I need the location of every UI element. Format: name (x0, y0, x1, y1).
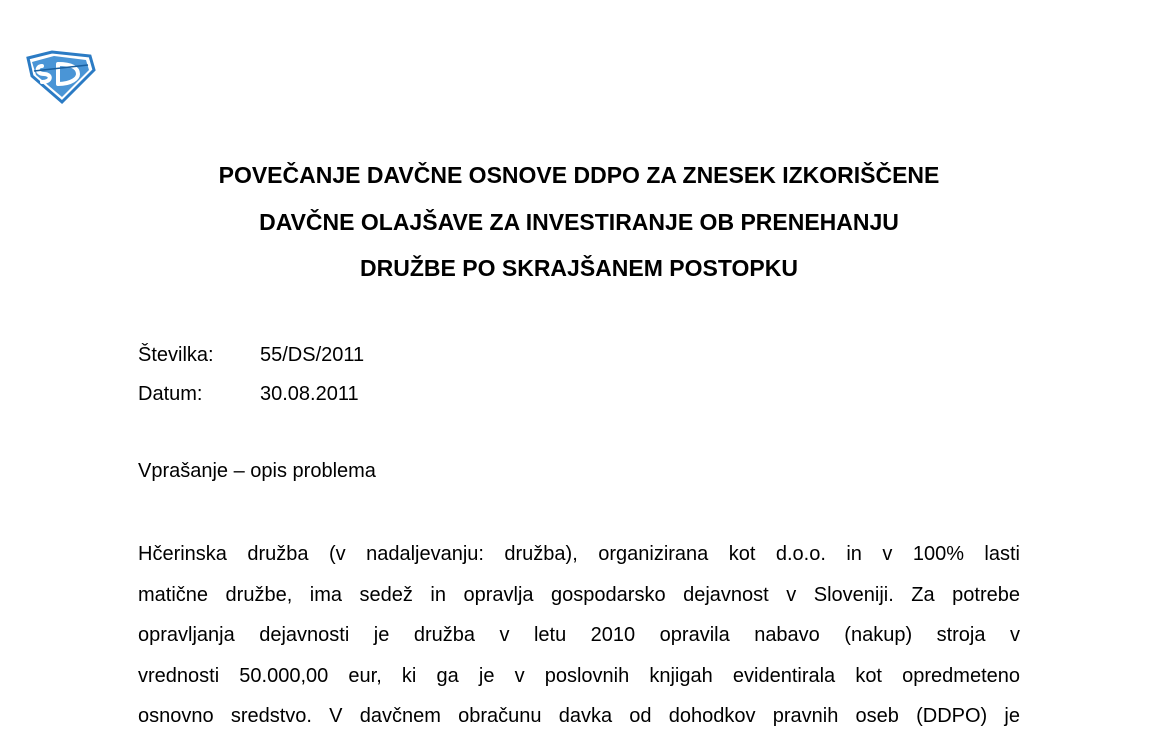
document-meta (138, 336, 364, 414)
date-row (138, 375, 364, 414)
number-value: 55/DS/2011 (260, 344, 365, 366)
title-line: DRUŽBE PO SKRAJŠANEM POSTOPKU (360, 255, 798, 281)
body-line: vrednosti 50.000,00 eur, ki ga je v poslovnih knjigah evidentirala kot opredmeteno (138, 664, 1020, 687)
number-label: Številka: (138, 344, 214, 366)
title-line: POVEČANJE DAVČNE OSNOVE DDPO ZA ZNESEK IZKORIŠČENE (218, 162, 940, 188)
sd-logo-icon (22, 48, 96, 106)
document-title (138, 152, 1020, 292)
section-heading: Vprašanje – opis problema (138, 460, 376, 482)
body-paragraph (138, 534, 1020, 737)
date-label: Datum: (138, 383, 203, 405)
body-line: Hčerinska družba (v nadaljevanju: družba), organizirana kot d.o.o. in v 100% lasti (138, 543, 1020, 565)
body-line: osnovno sredstvo. V davčnem obračunu davka od dohodkov pravnih oseb (DDPO) je (138, 705, 1020, 727)
body-line: opravljanja dejavnosti je družba v letu 2010 opravila nabavo (nakup) stroja v (138, 624, 1020, 646)
body-line: matične družbe, ima sedež in opravlja gospodarsko dejavnost v Sloveniji. Za potrebe (138, 583, 1020, 606)
company-logo (22, 48, 96, 106)
number-row (138, 336, 364, 375)
title-line: DAVČNE OLAJŠAVE ZA INVESTIRANJE OB PRENEHANJU (259, 208, 899, 235)
date-value: 30.08.2011 (260, 383, 359, 405)
